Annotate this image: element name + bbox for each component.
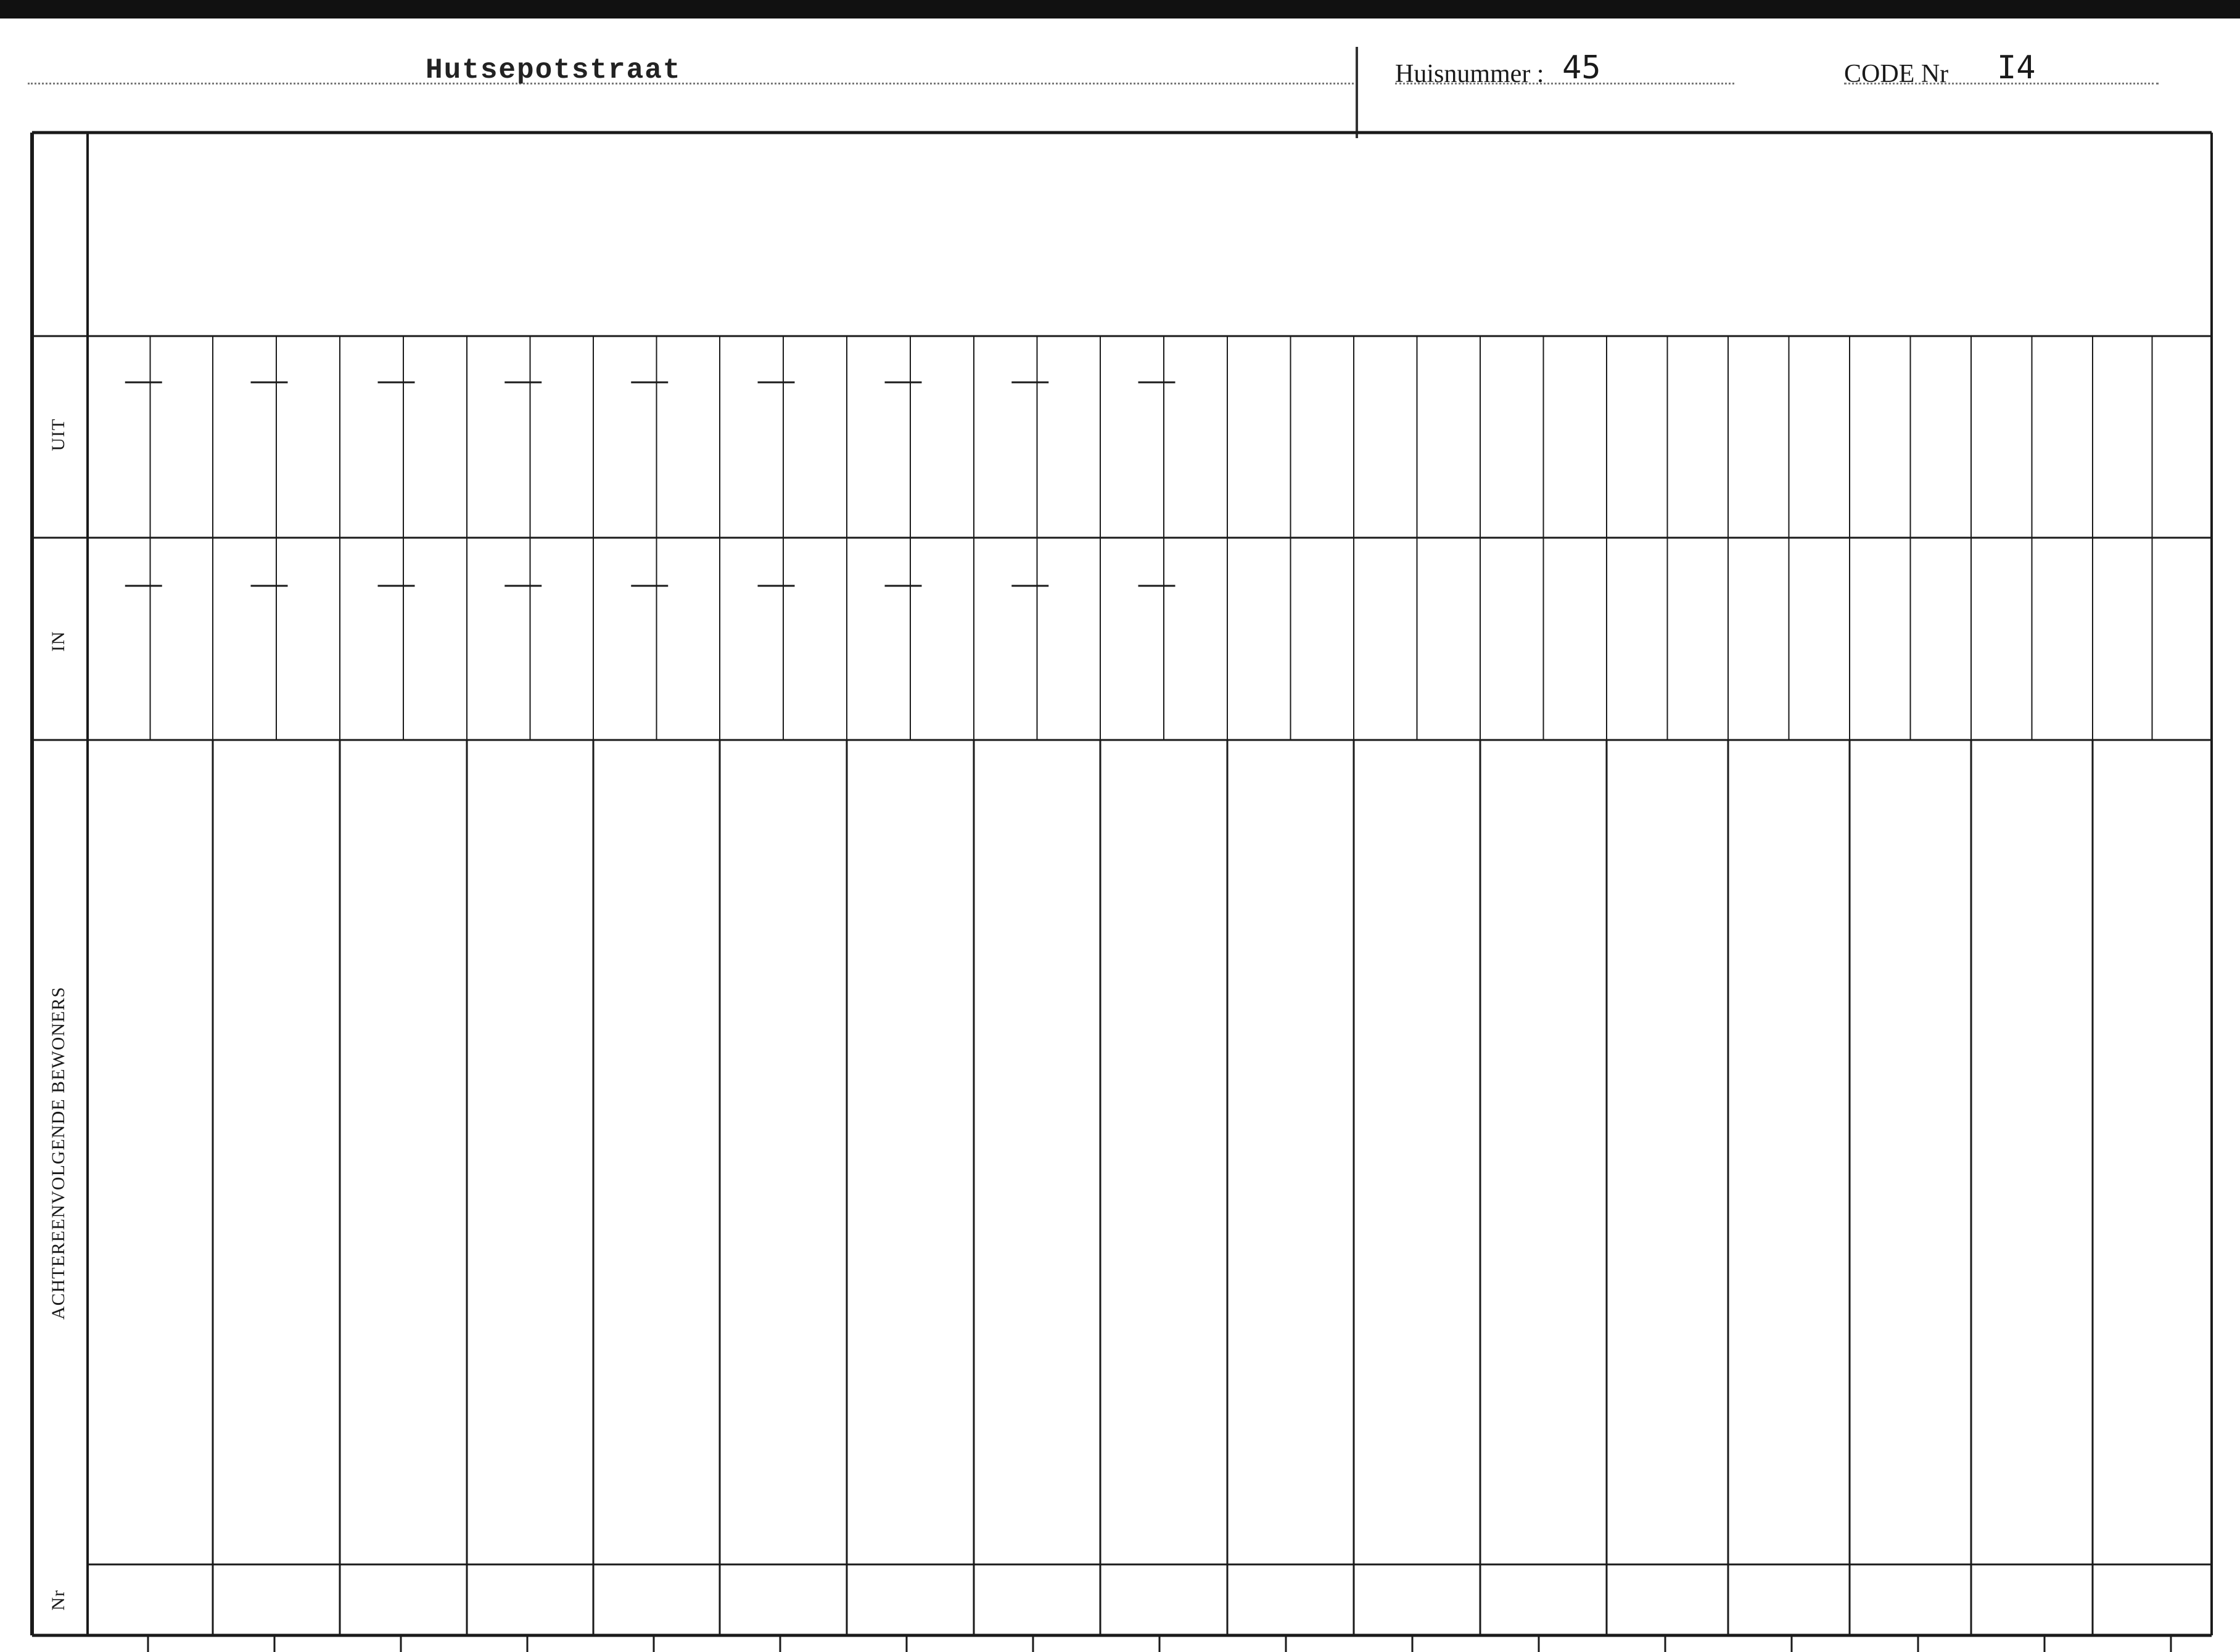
row-label-in: IN: [48, 631, 68, 652]
house-number-label: Huisnummer :: [1395, 60, 1544, 88]
code-number-value[interactable]: I4: [1997, 49, 2036, 86]
street-name[interactable]: Hutsepotstraat: [426, 54, 681, 86]
code-number-label: CODE Nr: [1844, 60, 1949, 88]
house-number-value[interactable]: 45: [1562, 49, 1601, 86]
row-label-uit: UIT: [48, 418, 68, 451]
row-label-residents: ACHTEREENVOLGENDE BEWONERS: [48, 986, 68, 1320]
row-label-nr: Nr: [48, 1590, 68, 1611]
